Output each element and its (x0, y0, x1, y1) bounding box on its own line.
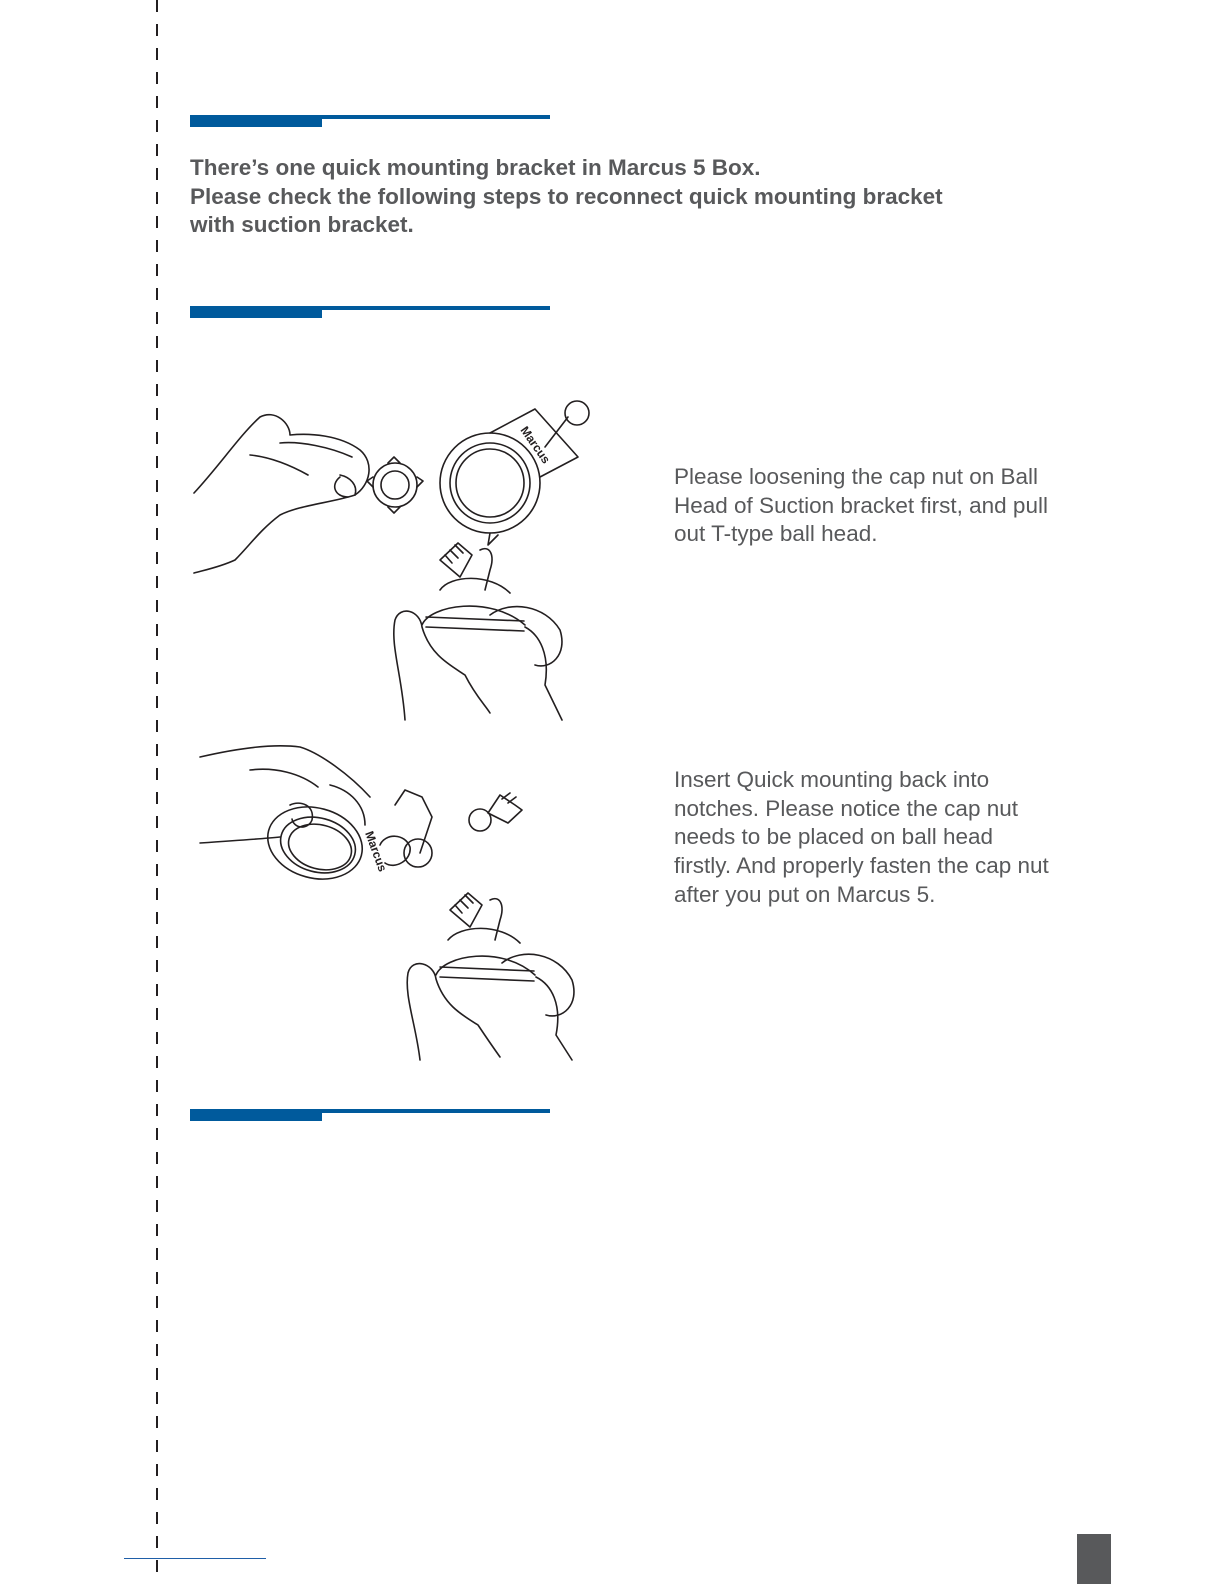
step-2-text: Insert Quick mounting back into notches. Please notice the cap nut needs to be placed on ball head firstly. And properly fasten the cap nut after you put on Marcus 5. (674, 767, 1049, 907)
brand-label-2: Marcus (362, 829, 390, 874)
intro-line-2: Please check the following steps to reconnect quick mounting bracket with suction bracket. (190, 183, 943, 237)
section-header-bar-2 (190, 306, 550, 320)
step-1-text: Please loosening the cap nut on Ball Head of Suction bracket first, and pull out T-type ball head. (674, 464, 1048, 547)
section-header-bar-1 (190, 115, 550, 129)
page-tab (1077, 1534, 1111, 1584)
brand-label: Marcus (517, 423, 554, 467)
cut-line (156, 0, 158, 1584)
footer-rule (124, 1558, 266, 1559)
step-1-illustration (190, 395, 610, 725)
intro-text (190, 154, 950, 240)
intro-line-1: There’s one quick mounting bracket in Marcus 5 Box. (190, 155, 761, 180)
section-header-bar-3 (190, 1109, 550, 1123)
step-2-illustration (190, 735, 610, 1065)
